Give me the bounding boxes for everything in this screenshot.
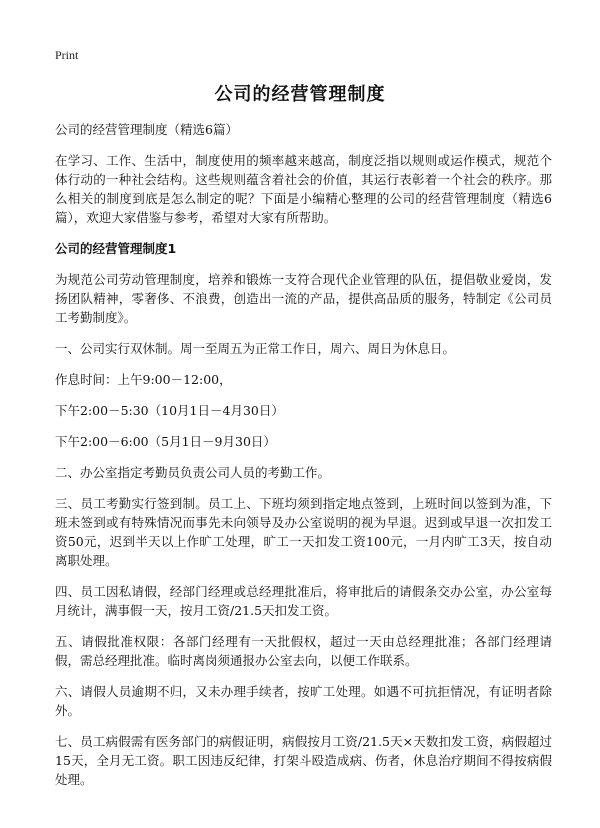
paragraph-rule-1: 一、公司实行双休制。周一至周五为正常工作日，周六、周日为休息日。	[55, 341, 456, 356]
paragraph-schedule-summer: 下午2:00－6:00（5月1日－9月30日）	[55, 434, 276, 449]
document-body	[55, 120, 552, 801]
paragraph-rule-4: 四、员工因私请假，经部门经理或总经理批准后，将审批后的请假条交办公室，办公室每月统计，满事假一天，按月工资/21.5天扣发工资。	[55, 584, 552, 618]
paragraph-rule-2: 二、办公室指定考勤员负责公司人员的考勤工作。	[55, 465, 331, 480]
paragraph-rule-5: 五、请假批准权限：各部门经理有一天批假权，超过一天由总经理批准；各部门经理请假，需总经理批准。临时离岗须通报办公室去向，以便工作联系。	[55, 634, 552, 668]
section-heading: 公司的经营管理制度1	[55, 241, 177, 256]
paragraph-purpose: 为规范公司劳动管理制度，培养和锻炼一支符合现代企业管理的队伍，提倡敬业爱岗，发扬团队精神，零奢侈、不浪费，创造出一流的产品，提供高品质的服务，特制定《公司员工考勤制度》。	[55, 272, 552, 325]
document-subtitle: 公司的经营管理制度（精选6篇）	[55, 122, 238, 137]
paragraph-schedule-morning: 作息时间：上午9:00－12:00，	[55, 372, 232, 387]
page-title: 公司的经营管理制度	[214, 84, 386, 105]
paragraph-schedule-winter: 下午2:00－5:30（10月1日－4月30日）	[55, 403, 284, 418]
intro-paragraph: 在学习、工作、生活中，制度使用的频率越来越高，制度泛指以规则或运作模式，规范个体行动的一种社会结构。这些规则蕴含着社会的价值，其运行表彰着一个社会的秩序。那么相关的制度到底是怎么制定的呢？下面是小编精心整理的公司的经营管理制度（精选6篇），欢迎大家借鉴与参考，希望对大家有所帮助。	[55, 153, 552, 225]
print-link[interactable]: Print	[55, 48, 79, 62]
paragraph-rule-3: 三、员工考勤实行签到制。员工上、下班均须到指定地点签到，上班时间以签到为准，下班未签到或有特殊情况而事先未向领导及办公室说明的视为早退。迟到或早退一次扣发工资50元，迟到半天以上作旷工处理，旷工一天扣发工资100元，一月内旷工3天，按自动离职处理。	[55, 496, 552, 568]
paragraph-rule-7: 七、员工病假需有医务部门的病假证明，病假按月工资/21.5天×天数扣发工资，病假超过15天，全月无工资。职工因违反纪律，打架斗殴造成病、伤者，休息治疗期间不得按病假处理。	[55, 734, 552, 787]
paragraph-rule-6: 六、请假人员逾期不归，又未办理手续者，按旷工处理。如遇不可抗拒情况，有证明者除外。	[55, 684, 552, 718]
